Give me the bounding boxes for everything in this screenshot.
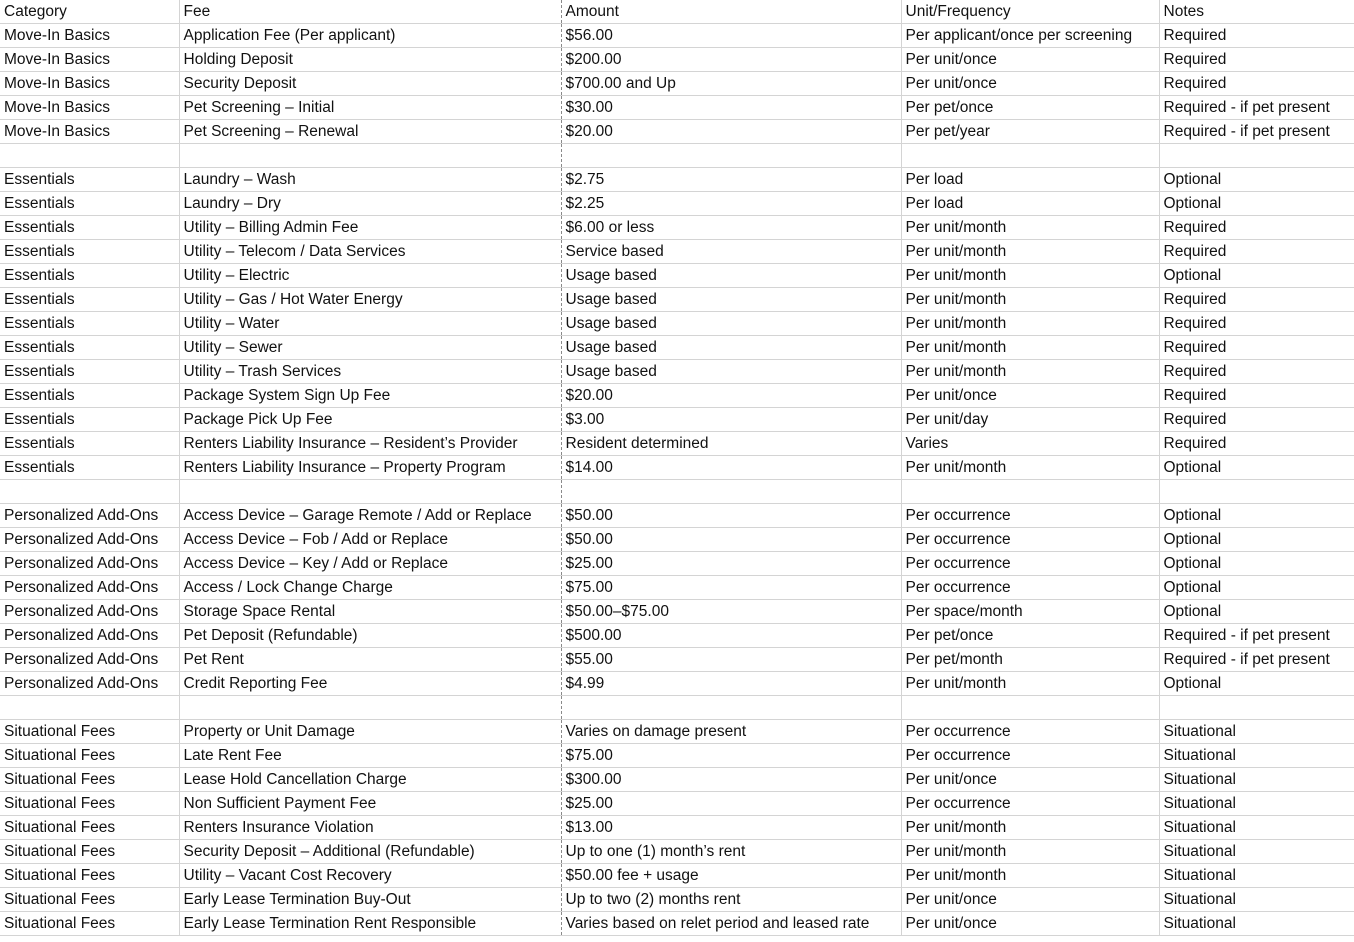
notes-cell[interactable]: Situational: [1159, 792, 1354, 816]
table-row: [0, 600, 1354, 624]
category-cell[interactable]: [0, 480, 179, 504]
unit-frequency-cell[interactable]: Per occurrence: [901, 792, 1159, 816]
category-cell[interactable]: Move-In Basics: [0, 48, 179, 72]
table-row: [0, 768, 1354, 792]
table-row: [0, 312, 1354, 336]
amount-cell[interactable]: $50.00: [561, 504, 901, 528]
amount-cell[interactable]: [561, 696, 901, 720]
notes-cell[interactable]: Required: [1159, 48, 1354, 72]
amount-cell[interactable]: $25.00: [561, 552, 901, 576]
notes-cell[interactable]: Situational: [1159, 864, 1354, 888]
category-cell[interactable]: Essentials: [0, 408, 179, 432]
unit-frequency-cell[interactable]: Per pet/year: [901, 120, 1159, 144]
amount-cell[interactable]: $300.00: [561, 768, 901, 792]
table-row: [0, 504, 1354, 528]
table-row: [0, 648, 1354, 672]
unit-frequency-cell[interactable]: Per unit/month: [901, 264, 1159, 288]
category-cell[interactable]: Situational Fees: [0, 840, 179, 864]
category-cell[interactable]: Situational Fees: [0, 816, 179, 840]
category-cell[interactable]: Situational Fees: [0, 720, 179, 744]
amount-cell[interactable]: Up to two (2) months rent: [561, 888, 901, 912]
fee-cell[interactable]: Laundry – Wash: [179, 168, 561, 192]
unit-frequency-cell[interactable]: Per occurrence: [901, 576, 1159, 600]
unit-frequency-cell[interactable]: Per unit/once: [901, 48, 1159, 72]
unit-frequency-cell[interactable]: Per occurrence: [901, 744, 1159, 768]
notes-cell[interactable]: Required - if pet present: [1159, 648, 1354, 672]
amount-cell[interactable]: $25.00: [561, 792, 901, 816]
notes-cell[interactable]: Required: [1159, 360, 1354, 384]
notes-cell[interactable]: Optional: [1159, 168, 1354, 192]
category-cell[interactable]: Move-In Basics: [0, 72, 179, 96]
fee-cell[interactable]: Utility – Telecom / Data Services: [179, 240, 561, 264]
notes-cell[interactable]: Optional: [1159, 192, 1354, 216]
amount-cell[interactable]: $75.00: [561, 744, 901, 768]
notes-cell[interactable]: Required: [1159, 216, 1354, 240]
category-cell[interactable]: [0, 144, 179, 168]
unit-frequency-cell[interactable]: Per unit/once: [901, 768, 1159, 792]
fee-cell[interactable]: Property or Unit Damage: [179, 720, 561, 744]
notes-cell[interactable]: Required: [1159, 408, 1354, 432]
amount-cell[interactable]: $2.25: [561, 192, 901, 216]
notes-cell[interactable]: Optional: [1159, 504, 1354, 528]
amount-cell[interactable]: $200.00: [561, 48, 901, 72]
notes-cell[interactable]: Required: [1159, 384, 1354, 408]
table-row: [0, 216, 1354, 240]
amount-cell[interactable]: Usage based: [561, 264, 901, 288]
table-row: [0, 288, 1354, 312]
fee-cell[interactable]: Non Sufficient Payment Fee: [179, 792, 561, 816]
notes-cell[interactable]: Required: [1159, 312, 1354, 336]
notes-cell[interactable]: Optional: [1159, 264, 1354, 288]
category-cell[interactable]: Situational Fees: [0, 912, 179, 936]
amount-cell[interactable]: $50.00: [561, 528, 901, 552]
header-fee[interactable]: Fee: [179, 0, 561, 24]
notes-cell[interactable]: Optional: [1159, 456, 1354, 480]
table-row: [0, 576, 1354, 600]
fee-cell[interactable]: Access / Lock Change Charge: [179, 576, 561, 600]
table-row: [0, 408, 1354, 432]
amount-cell[interactable]: $4.99: [561, 672, 901, 696]
category-cell[interactable]: Essentials: [0, 240, 179, 264]
amount-cell[interactable]: Varies based on relet period and leased rate: [561, 912, 901, 936]
fee-cell[interactable]: Utility – Vacant Cost Recovery: [179, 864, 561, 888]
unit-frequency-cell[interactable]: Varies: [901, 432, 1159, 456]
fee-cell[interactable]: Utility – Electric: [179, 264, 561, 288]
table-row: [0, 624, 1354, 648]
category-cell[interactable]: Essentials: [0, 288, 179, 312]
fee-cell[interactable]: Package System Sign Up Fee: [179, 384, 561, 408]
notes-cell[interactable]: Situational: [1159, 840, 1354, 864]
fee-cell[interactable]: Access Device – Key / Add or Replace: [179, 552, 561, 576]
notes-cell[interactable]: Required: [1159, 432, 1354, 456]
notes-cell[interactable]: Situational: [1159, 912, 1354, 936]
fee-cell[interactable]: Access Device – Garage Remote / Add or Replace: [179, 504, 561, 528]
category-cell[interactable]: Essentials: [0, 360, 179, 384]
amount-cell[interactable]: Up to one (1) month’s rent: [561, 840, 901, 864]
amount-cell[interactable]: [561, 480, 901, 504]
unit-frequency-cell[interactable]: Per pet/once: [901, 96, 1159, 120]
unit-frequency-cell[interactable]: Per unit/day: [901, 408, 1159, 432]
amount-cell[interactable]: $75.00: [561, 576, 901, 600]
header-row: [0, 0, 1354, 24]
fee-cell[interactable]: Lease Hold Cancellation Charge: [179, 768, 561, 792]
amount-cell[interactable]: [561, 144, 901, 168]
unit-frequency-cell[interactable]: Per unit/month: [901, 672, 1159, 696]
amount-cell[interactable]: $20.00: [561, 384, 901, 408]
fee-cell[interactable]: Renters Insurance Violation: [179, 816, 561, 840]
fee-cell[interactable]: Storage Space Rental: [179, 600, 561, 624]
category-cell[interactable]: Personalized Add-Ons: [0, 504, 179, 528]
amount-cell[interactable]: $14.00: [561, 456, 901, 480]
unit-frequency-cell[interactable]: Per pet/month: [901, 648, 1159, 672]
category-cell[interactable]: Situational Fees: [0, 864, 179, 888]
header-unit-frequency[interactable]: Unit/Frequency: [901, 0, 1159, 24]
amount-cell[interactable]: Usage based: [561, 288, 901, 312]
notes-cell[interactable]: Required - if pet present: [1159, 624, 1354, 648]
category-cell[interactable]: Situational Fees: [0, 768, 179, 792]
amount-cell[interactable]: $700.00 and Up: [561, 72, 901, 96]
unit-frequency-cell[interactable]: Per occurrence: [901, 720, 1159, 744]
header-amount[interactable]: Amount: [561, 0, 901, 24]
unit-frequency-cell[interactable]: Per unit/month: [901, 360, 1159, 384]
category-cell[interactable]: [0, 696, 179, 720]
notes-cell[interactable]: [1159, 480, 1354, 504]
category-cell[interactable]: Move-In Basics: [0, 96, 179, 120]
amount-cell[interactable]: $13.00: [561, 816, 901, 840]
table-row: [0, 864, 1354, 888]
amount-cell[interactable]: $50.00–$75.00: [561, 600, 901, 624]
amount-cell[interactable]: Varies on damage present: [561, 720, 901, 744]
category-cell[interactable]: Essentials: [0, 192, 179, 216]
amount-cell[interactable]: Resident determined: [561, 432, 901, 456]
table-row: [0, 816, 1354, 840]
unit-frequency-cell[interactable]: [901, 696, 1159, 720]
notes-cell[interactable]: [1159, 144, 1354, 168]
table-row: [0, 696, 1354, 720]
fee-cell[interactable]: Renters Liability Insurance – Resident’s Provider: [179, 432, 561, 456]
table-row: [0, 432, 1354, 456]
category-cell[interactable]: Personalized Add-Ons: [0, 600, 179, 624]
amount-cell[interactable]: $50.00 fee + usage: [561, 864, 901, 888]
unit-frequency-cell[interactable]: Per unit/month: [901, 816, 1159, 840]
fee-cell[interactable]: Late Rent Fee: [179, 744, 561, 768]
table-row: [0, 96, 1354, 120]
amount-cell[interactable]: $30.00: [561, 96, 901, 120]
table-row: [0, 912, 1354, 936]
category-cell[interactable]: Personalized Add-Ons: [0, 552, 179, 576]
fee-cell[interactable]: Security Deposit – Additional (Refundable): [179, 840, 561, 864]
notes-cell[interactable]: Situational: [1159, 888, 1354, 912]
fee-cell[interactable]: Security Deposit: [179, 72, 561, 96]
category-cell[interactable]: Move-In Basics: [0, 120, 179, 144]
unit-frequency-cell[interactable]: Per unit/once: [901, 888, 1159, 912]
table-row: [0, 168, 1354, 192]
fee-cell[interactable]: Pet Screening – Renewal: [179, 120, 561, 144]
unit-frequency-cell[interactable]: Per unit/month: [901, 312, 1159, 336]
header-category[interactable]: Category: [0, 0, 179, 24]
unit-frequency-cell[interactable]: Per pet/once: [901, 624, 1159, 648]
notes-cell[interactable]: Optional: [1159, 576, 1354, 600]
table-row: [0, 120, 1354, 144]
table-row: [0, 264, 1354, 288]
fee-cell[interactable]: Credit Reporting Fee: [179, 672, 561, 696]
category-cell[interactable]: Essentials: [0, 216, 179, 240]
table-row: [0, 720, 1354, 744]
fee-cell[interactable]: Renters Liability Insurance – Property Program: [179, 456, 561, 480]
fee-cell[interactable]: Holding Deposit: [179, 48, 561, 72]
fee-cell[interactable]: Application Fee (Per applicant): [179, 24, 561, 48]
unit-frequency-cell[interactable]: Per load: [901, 192, 1159, 216]
category-cell[interactable]: Situational Fees: [0, 792, 179, 816]
fee-cell[interactable]: [179, 696, 561, 720]
amount-cell[interactable]: $500.00: [561, 624, 901, 648]
amount-cell[interactable]: Service based: [561, 240, 901, 264]
table-row: [0, 144, 1354, 168]
header-notes[interactable]: Notes: [1159, 0, 1354, 24]
fee-cell[interactable]: [179, 144, 561, 168]
table-row: [0, 240, 1354, 264]
notes-cell[interactable]: Required: [1159, 24, 1354, 48]
amount-cell[interactable]: $55.00: [561, 648, 901, 672]
unit-frequency-cell[interactable]: Per unit/month: [901, 240, 1159, 264]
unit-frequency-cell[interactable]: Per occurrence: [901, 528, 1159, 552]
table-row: [0, 192, 1354, 216]
table-row: [0, 672, 1354, 696]
table-row: [0, 528, 1354, 552]
category-cell[interactable]: Essentials: [0, 264, 179, 288]
table-row: [0, 792, 1354, 816]
unit-frequency-cell[interactable]: Per unit/once: [901, 384, 1159, 408]
unit-frequency-cell[interactable]: [901, 144, 1159, 168]
notes-cell[interactable]: Required - if pet present: [1159, 96, 1354, 120]
notes-cell[interactable]: Required: [1159, 336, 1354, 360]
unit-frequency-cell[interactable]: Per unit/month: [901, 840, 1159, 864]
notes-cell[interactable]: Required: [1159, 240, 1354, 264]
table-row: [0, 360, 1354, 384]
notes-cell[interactable]: Situational: [1159, 768, 1354, 792]
table-row: [0, 384, 1354, 408]
notes-cell[interactable]: Optional: [1159, 672, 1354, 696]
table-row: [0, 72, 1354, 96]
unit-frequency-cell[interactable]: Per occurrence: [901, 552, 1159, 576]
fee-cell[interactable]: Utility – Trash Services: [179, 360, 561, 384]
category-cell[interactable]: Personalized Add-Ons: [0, 576, 179, 600]
notes-cell[interactable]: Required - if pet present: [1159, 120, 1354, 144]
unit-frequency-cell[interactable]: Per space/month: [901, 600, 1159, 624]
unit-frequency-cell[interactable]: Per unit/month: [901, 864, 1159, 888]
fee-cell[interactable]: Early Lease Termination Buy-Out: [179, 888, 561, 912]
amount-cell[interactable]: Usage based: [561, 312, 901, 336]
amount-cell[interactable]: $20.00: [561, 120, 901, 144]
table-row: [0, 552, 1354, 576]
fee-cell[interactable]: Laundry – Dry: [179, 192, 561, 216]
category-cell[interactable]: Personalized Add-Ons: [0, 624, 179, 648]
table-row: [0, 456, 1354, 480]
fee-cell[interactable]: Utility – Sewer: [179, 336, 561, 360]
table-row: [0, 744, 1354, 768]
unit-frequency-cell[interactable]: [901, 480, 1159, 504]
category-cell[interactable]: Personalized Add-Ons: [0, 528, 179, 552]
category-cell[interactable]: Situational Fees: [0, 744, 179, 768]
fee-cell[interactable]: Pet Deposit (Refundable): [179, 624, 561, 648]
notes-cell[interactable]: [1159, 696, 1354, 720]
table-body: [0, 24, 1354, 936]
notes-cell[interactable]: Required: [1159, 72, 1354, 96]
fee-cell[interactable]: Utility – Gas / Hot Water Energy: [179, 288, 561, 312]
unit-frequency-cell[interactable]: Per unit/month: [901, 456, 1159, 480]
fee-cell[interactable]: [179, 480, 561, 504]
notes-cell[interactable]: Optional: [1159, 528, 1354, 552]
notes-cell[interactable]: Required: [1159, 288, 1354, 312]
amount-cell[interactable]: $2.75: [561, 168, 901, 192]
table-row: [0, 888, 1354, 912]
unit-frequency-cell[interactable]: Per unit/month: [901, 336, 1159, 360]
fee-cell[interactable]: Access Device – Fob / Add or Replace: [179, 528, 561, 552]
fee-cell[interactable]: Pet Rent: [179, 648, 561, 672]
notes-cell[interactable]: Situational: [1159, 744, 1354, 768]
category-cell[interactable]: Situational Fees: [0, 888, 179, 912]
notes-cell[interactable]: Optional: [1159, 600, 1354, 624]
unit-frequency-cell[interactable]: Per unit/once: [901, 912, 1159, 936]
amount-cell[interactable]: Usage based: [561, 336, 901, 360]
category-cell[interactable]: Essentials: [0, 432, 179, 456]
category-cell[interactable]: Essentials: [0, 384, 179, 408]
notes-cell[interactable]: Situational: [1159, 720, 1354, 744]
table-row: [0, 48, 1354, 72]
category-cell[interactable]: Essentials: [0, 312, 179, 336]
amount-cell[interactable]: $6.00 or less: [561, 216, 901, 240]
category-cell[interactable]: Personalized Add-Ons: [0, 672, 179, 696]
table-row: [0, 24, 1354, 48]
table-row: [0, 336, 1354, 360]
amount-cell[interactable]: Usage based: [561, 360, 901, 384]
category-cell[interactable]: Essentials: [0, 168, 179, 192]
notes-cell[interactable]: Optional: [1159, 552, 1354, 576]
category-cell[interactable]: Essentials: [0, 336, 179, 360]
notes-cell[interactable]: Situational: [1159, 816, 1354, 840]
table-row: [0, 480, 1354, 504]
unit-frequency-cell[interactable]: Per applicant/once per screening: [901, 24, 1159, 48]
unit-frequency-cell[interactable]: Per unit/once: [901, 72, 1159, 96]
amount-cell[interactable]: $56.00: [561, 24, 901, 48]
table-row: [0, 840, 1354, 864]
amount-cell[interactable]: $3.00: [561, 408, 901, 432]
fee-cell[interactable]: Utility – Water: [179, 312, 561, 336]
unit-frequency-cell[interactable]: Per unit/month: [901, 216, 1159, 240]
fee-cell[interactable]: Package Pick Up Fee: [179, 408, 561, 432]
category-cell[interactable]: Essentials: [0, 456, 179, 480]
unit-frequency-cell[interactable]: Per load: [901, 168, 1159, 192]
fee-cell[interactable]: Pet Screening – Initial: [179, 96, 561, 120]
fee-cell[interactable]: Early Lease Termination Rent Responsible: [179, 912, 561, 936]
unit-frequency-cell[interactable]: Per occurrence: [901, 504, 1159, 528]
category-cell[interactable]: Personalized Add-Ons: [0, 648, 179, 672]
fee-cell[interactable]: Utility – Billing Admin Fee: [179, 216, 561, 240]
unit-frequency-cell[interactable]: Per unit/month: [901, 288, 1159, 312]
category-cell[interactable]: Move-In Basics: [0, 24, 179, 48]
